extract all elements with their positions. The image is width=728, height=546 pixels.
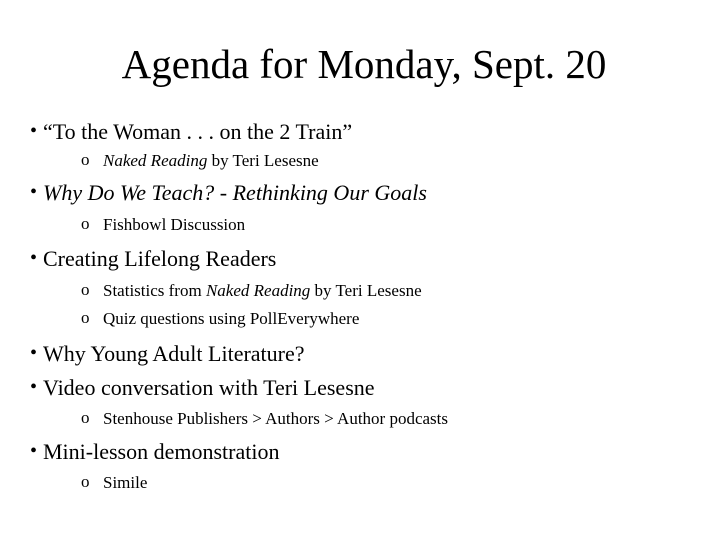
agenda-item — [30, 246, 277, 271]
agenda-subitem-text: by Teri Lesesne — [207, 151, 319, 170]
bullet-icon: • — [30, 120, 38, 142]
slide-title: Agenda for Monday, Sept. 20 — [121, 41, 607, 87]
agenda-subitem-text: Quiz questions using PollEverywhere — [103, 309, 360, 328]
bullet-icon: • — [30, 247, 38, 269]
agenda-item-text: “To the Woman . . . on the 2 Train” — [43, 119, 353, 144]
agenda-subitem-text: Stenhouse Publishers > Authors > Author podcasts — [103, 409, 449, 428]
agenda-item — [30, 119, 353, 144]
sub-bullet-icon: o — [81, 280, 90, 299]
book-title: Naked Reading — [103, 151, 208, 170]
agenda-subitem — [81, 150, 319, 171]
agenda-subitem — [81, 214, 246, 235]
sub-bullet-icon: o — [81, 408, 90, 427]
bullet-icon: • — [30, 440, 38, 462]
agenda-item-text: Why Do We Teach? - Rethinking Our Goals — [43, 180, 427, 205]
sub-bullet-icon: o — [81, 214, 90, 233]
agenda-subitem-text: Fishbowl Discussion — [103, 215, 246, 234]
agenda-item — [30, 341, 305, 366]
agenda-subitem-text: Simile — [103, 473, 148, 492]
bullet-icon: • — [30, 376, 38, 398]
agenda-item-text: Why Young Adult Literature? — [43, 341, 305, 366]
book-title: Naked Reading — [205, 281, 311, 300]
agenda-item — [30, 180, 427, 205]
agenda-subitem — [81, 472, 148, 493]
agenda-subitem-text: Statistics from — [103, 281, 206, 300]
bullet-icon: • — [30, 342, 38, 364]
sub-bullet-icon: o — [81, 150, 90, 169]
sub-bullet-icon: o — [81, 472, 90, 491]
agenda-subitem — [81, 408, 449, 429]
agenda-item-text: Mini-lesson demonstration — [43, 439, 280, 464]
sub-bullet-icon: o — [81, 308, 90, 327]
agenda-item-text: Creating Lifelong Readers — [43, 246, 277, 271]
agenda-subitem-text: by Teri Lesesne — [310, 281, 422, 300]
agenda-subitem — [81, 308, 360, 329]
agenda-item-text: Video conversation with Teri Lesesne — [43, 375, 375, 400]
bullet-icon: • — [30, 181, 38, 203]
agenda-subitem — [81, 280, 422, 301]
agenda-item — [30, 375, 375, 400]
agenda-item — [30, 439, 280, 464]
